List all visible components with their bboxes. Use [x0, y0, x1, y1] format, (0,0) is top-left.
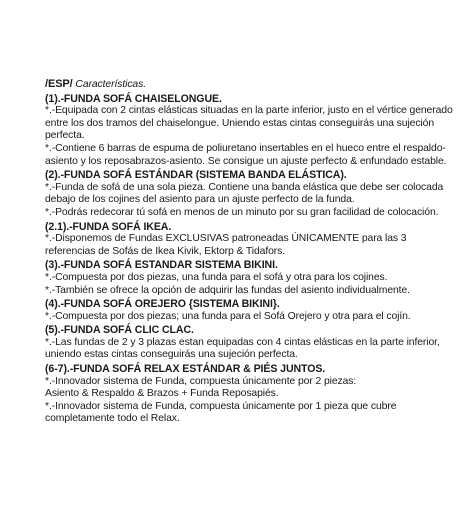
- section-ikea: [45, 221, 457, 259]
- section-paragraph: *.-Equipada con 2 cintas elásticas situadas en la parte inferior, justo en el vértice generado entre los dos tramos del chaiselongue. Uniendo estas cintas conseguirás una sujeción perfecta.: [45, 105, 453, 142]
- section-title: (6-7).-FUNDA SOFÁ RELAX ESTÁNDAR & PIÉS JUNTOS.: [45, 363, 326, 376]
- section-paragraph: Asiento & Respaldo & Brazos + Funda Reposapiés.: [45, 388, 279, 400]
- section-clic-clac: [45, 324, 457, 362]
- product-description: [45, 78, 457, 427]
- section-estandar: [45, 169, 457, 219]
- header-title: Características.: [75, 79, 146, 90]
- section-chaiselongue: [45, 93, 457, 169]
- section-paragraph: *.-También se ofrece la opción de adquirir las fundas del asiento individualmente.: [45, 284, 410, 296]
- section-title: (4).-FUNDA SOFÁ OREJERO {SISTEMA BIKINI}.: [45, 298, 280, 311]
- section-relax: [45, 363, 457, 426]
- section-paragraph: *.-Las fundas de 2 y 3 plazas estan equipadas con 4 cintas elásticas en la parte inferior, uniendo estas cintas conseguirás una sujeción perfecta.: [45, 336, 440, 361]
- section-title: (1).-FUNDA SOFÁ CHAISELONGUE.: [45, 92, 222, 105]
- section-title: (5).-FUNDA SOFÁ CLIC CLAC.: [45, 324, 194, 337]
- document-header: [45, 78, 457, 92]
- section-paragraph: *.-Disponemos de Fundas EXCLUSIVAS patroneadas ÚNICAMENTE para las 3 referencias de Sofás de Ikea Kivik, Ektorp & Tidafors.: [45, 233, 407, 257]
- section-title: (3).-FUNDA SOFÁ ESTANDAR SISTEMA BIKINI.: [45, 259, 278, 272]
- section-bikini: [45, 259, 457, 297]
- section-paragraph: *.-Compuesta por dos piezas, una funda para el sofá y otra para los cojines.: [45, 271, 388, 283]
- section-paragraph: *.-Funda de sofá de una sola pieza. Contiene una banda elástica que debe ser colocada debajo de los cojines del asiento para un ajuste perfecto de la funda.: [45, 181, 444, 206]
- section-title: (2.1).-FUNDA SOFÁ IKEA.: [45, 220, 172, 233]
- section-paragraph: *.-Innovador sistema de Funda, compuesta únicamente por 1 pieza que cubre completamente todo el Relax.: [45, 400, 397, 425]
- section-orejero: [45, 298, 457, 323]
- section-paragraph: *.-Podrás redecorar tú sofá en menos de un minuto por su gran facilidad de colocación.: [45, 206, 439, 218]
- language-tag: /ESP/: [45, 78, 73, 90]
- section-paragraph: *.-Innovador sistema de Funda, compuesta únicamente por 2 piezas:: [45, 375, 357, 387]
- section-paragraph: *.-Compuesta por dos piezas; una funda para el Sofá Orejero y otra para el cojín.: [45, 310, 411, 322]
- section-paragraph: *.-Contiene 6 barras de espuma de poliuretano insertables en el hueco entre el respaldo-asiento y los reposabrazos-asiento. Se consigue un ajuste perfecto & enfundado estable.: [45, 142, 447, 167]
- section-title: (2).-FUNDA SOFÁ ESTÁNDAR (SISTEMA BANDA ELÁSTICA).: [45, 169, 347, 182]
